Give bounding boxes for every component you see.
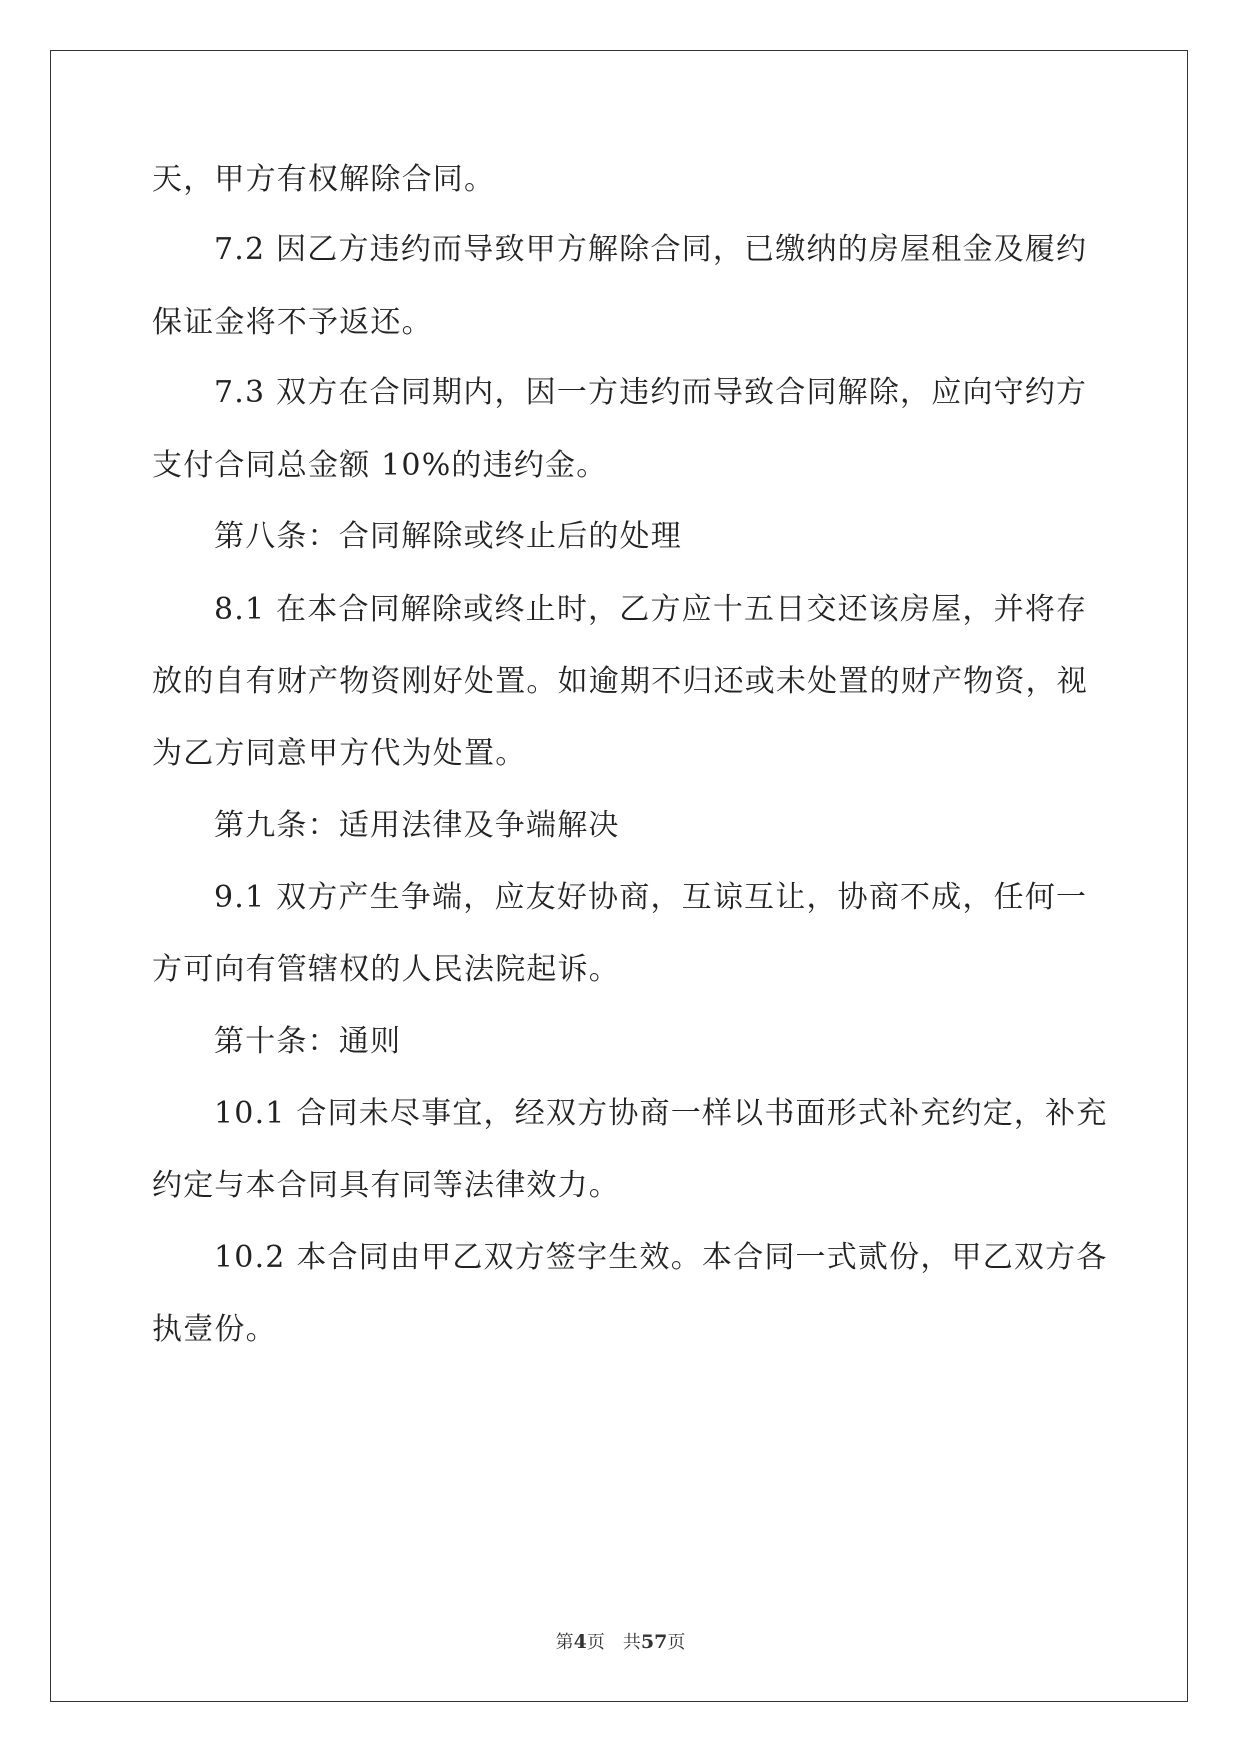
page-border <box>50 50 1188 1702</box>
clause-10-2: 10.2 本合同由甲乙双方签字生效。本合同一式贰份，甲乙双方各 <box>214 1240 1108 1275</box>
clause-7-2: 7.2 因乙方违约而导致甲方解除合同，已缴纳的房屋租金及履约 <box>214 232 1088 267</box>
page-suffix: 页 <box>586 1632 605 1653</box>
text-line: 放的自有财产物资刚好处置。如逾期不归还或未处置的财产物资，视 <box>152 664 1088 699</box>
text-line: 约定与本合同具有同等法律效力。 <box>152 1168 620 1203</box>
page-current: 4 <box>573 1631 587 1653</box>
clause-9-1: 9.1 双方产生争端，应友好协商，互谅互让，协商不成，任何一 <box>214 880 1088 915</box>
text-line: 为乙方同意甲方代为处置。 <box>152 736 527 771</box>
article-10-heading: 第十条：通则 <box>214 1024 402 1059</box>
clause-8-1: 8.1 在本合同解除或终止时，乙方应十五日交还该房屋，并将存 <box>214 592 1088 627</box>
total-prefix: 共 <box>622 1632 641 1653</box>
clause-10-1: 10.1 合同未尽事宜，经双方协商一样以书面形式补充约定，补充 <box>214 1096 1108 1131</box>
text-line: 天，甲方有权解除合同。 <box>152 162 496 197</box>
text-line: 执壹份。 <box>152 1312 277 1347</box>
text-line: 保证金将不予返还。 <box>152 305 433 340</box>
article-8-heading: 第八条：合同解除或终止后的处理 <box>214 519 682 554</box>
text-line: 方可向有管辖权的人民法院起诉。 <box>152 952 620 987</box>
page-prefix: 第 <box>555 1632 574 1653</box>
clause-7-3: 7.3 双方在合同期内，因一方违约而导致合同解除，应向守约方 <box>214 375 1088 410</box>
total-suffix: 页 <box>667 1632 686 1653</box>
page-total: 57 <box>640 1631 668 1653</box>
page-footer <box>0 1628 1241 1654</box>
text-line: 支付合同总金额 10%的违约金。 <box>152 448 608 483</box>
article-9-heading: 第九条：适用法律及争端解决 <box>214 808 620 843</box>
